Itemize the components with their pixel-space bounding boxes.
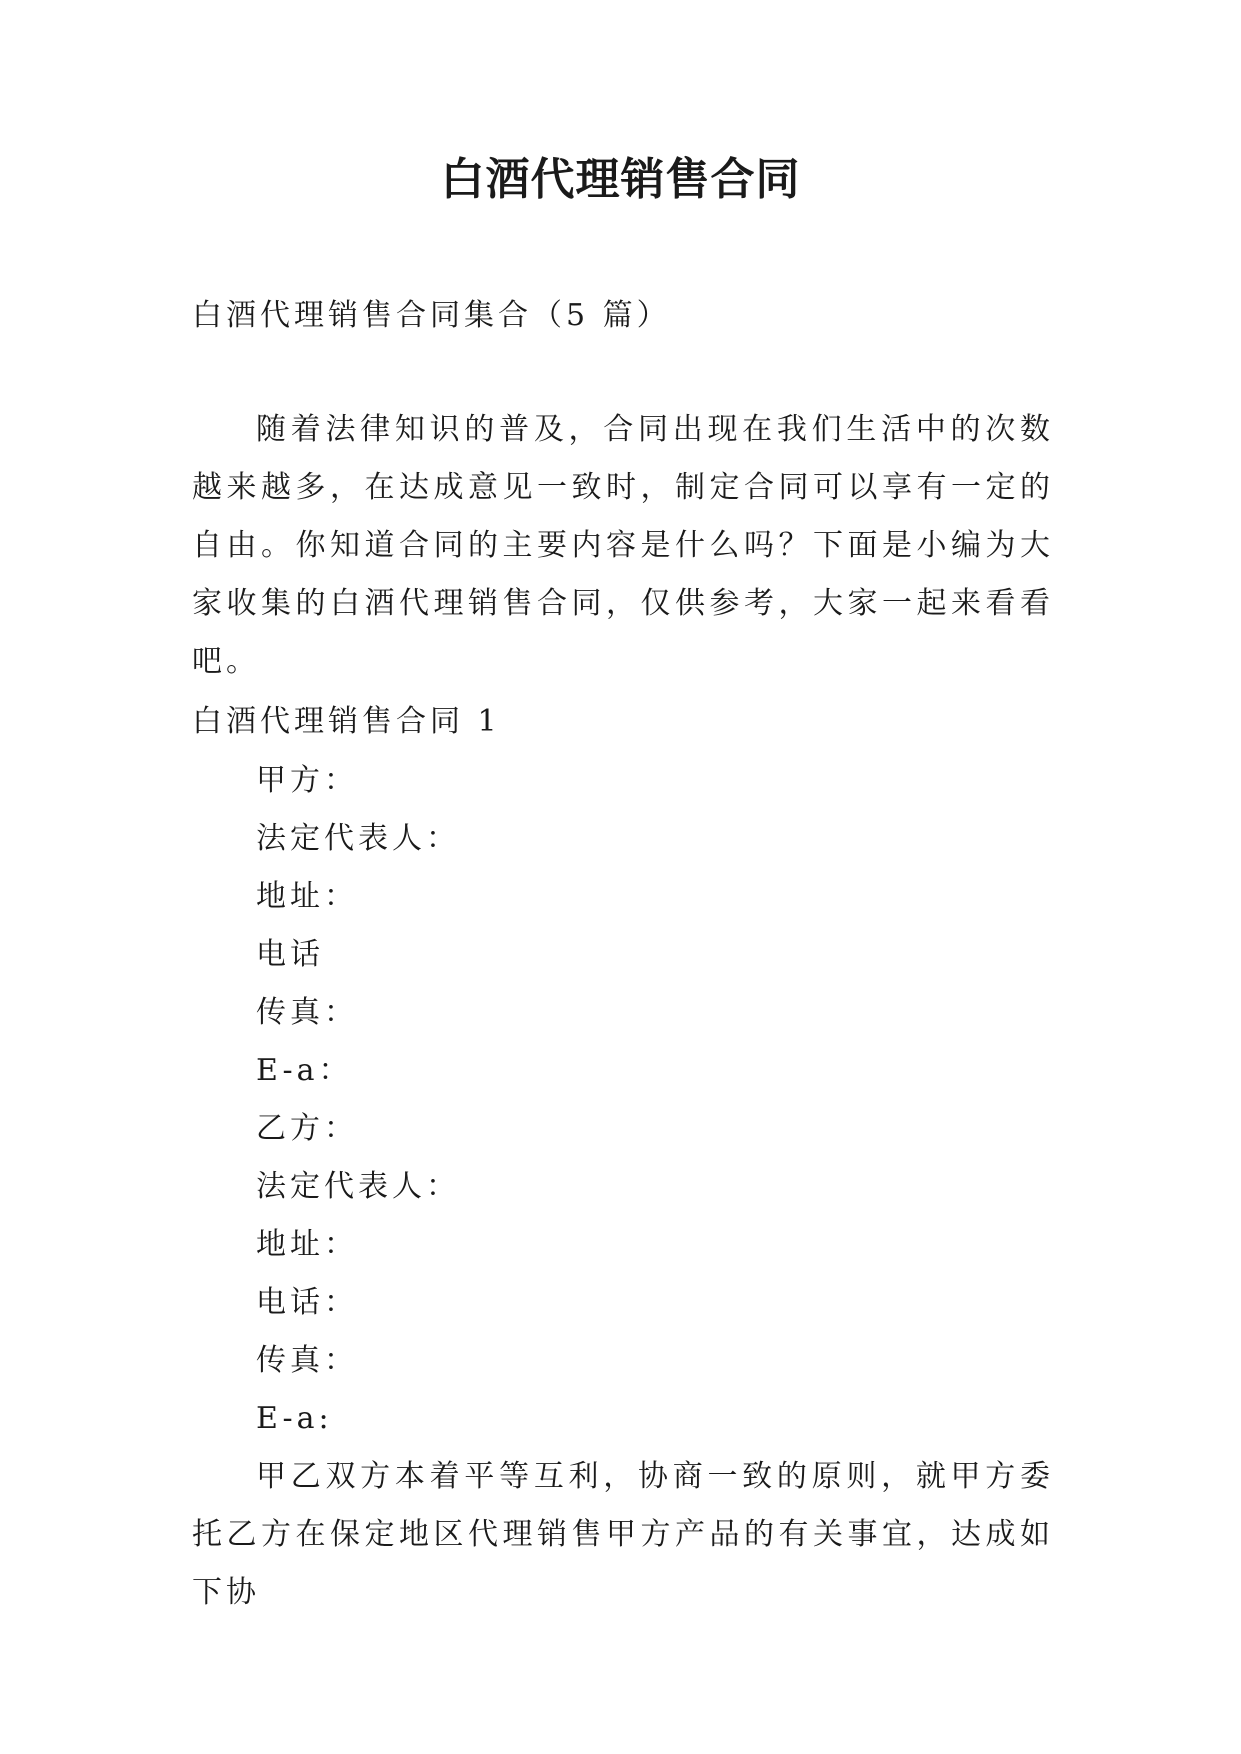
document-subtitle: 白酒代理销售合同集合（5 篇） [192, 298, 671, 333]
party-b-representative-label: 法定代表人： [256, 1169, 460, 1204]
document-title: 白酒代理销售合同 [440, 154, 801, 205]
party-b-address-label: 地址： [256, 1227, 358, 1262]
party-a-email-label: E-a： [256, 1053, 353, 1088]
party-field-list [256, 752, 1054, 1448]
party-a-representative-label: 法定代表人： [256, 821, 460, 856]
party-a-address-label: 地址： [256, 879, 358, 914]
party-b-label: 乙方： [256, 1111, 358, 1146]
intro-paragraph: 随着法律知识的普及，合同出现在我们生活中的次数越来越多，在达成意见一致时，制定合同可以享有一定的自由。你知道合同的主要内容是什么吗？下面是小编为大家收集的白酒代理销售合同，仅供参考，大家一起来看看吧。 [192, 412, 1054, 679]
party-b-phone-label: 电话： [256, 1285, 358, 1320]
party-a-phone-label: 电话 [256, 937, 324, 972]
closing-paragraph: 甲乙双方本着平等互利，协商一致的原则，就甲方委托乙方在保定地区代理销售甲方产品的有关事宜，达成如下协 [192, 1459, 1054, 1610]
party-b-email-label: E-a: [256, 1401, 333, 1436]
section-heading: 白酒代理销售合同 1 [192, 704, 501, 739]
party-a-fax-label: 传真： [256, 995, 358, 1030]
party-a-label: 甲方： [256, 763, 358, 798]
party-b-fax-label: 传真： [256, 1343, 358, 1378]
